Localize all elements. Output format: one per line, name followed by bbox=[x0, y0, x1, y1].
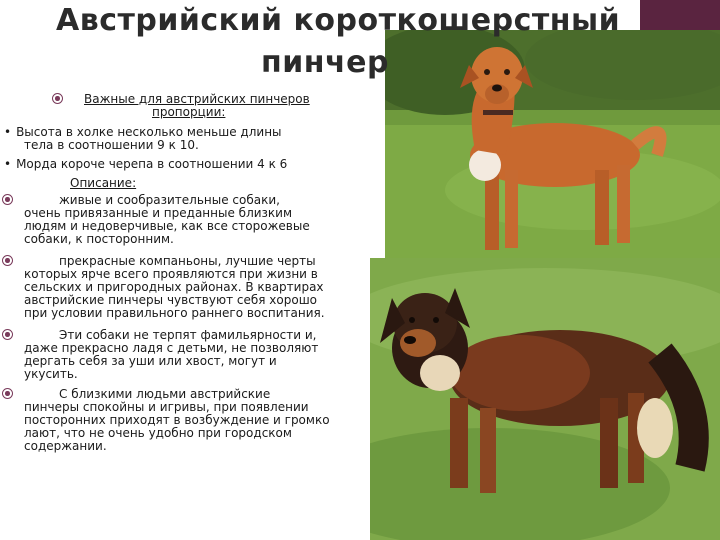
bullet-dot-icon: • bbox=[4, 125, 12, 139]
circle-dot-icon bbox=[2, 388, 13, 399]
description-item-4-line-2: пинчеры спокойны и игривы, при появлении bbox=[24, 400, 309, 414]
circle-dot-icon bbox=[2, 255, 13, 266]
circle-dot-icon bbox=[2, 329, 13, 340]
dog-photo-bottom-image bbox=[370, 258, 720, 540]
dog-photo-top bbox=[385, 30, 720, 260]
proportion-item-2 bbox=[4, 158, 287, 171]
proportion-item-1-line-2: тела в соотношении 9 к 10. bbox=[24, 138, 199, 152]
proportion-item-2-text: Морда короче черепа в соотношении 4 к 6 bbox=[16, 157, 288, 171]
description-item-3-line-1: Эти собаки не терпят фамильярности и, bbox=[59, 328, 317, 342]
dog-photo-bottom bbox=[370, 258, 720, 540]
proportion-item-1-line-1: Высота в холке несколько меньше длины bbox=[16, 125, 282, 139]
title-line-2: пинчер bbox=[261, 45, 389, 80]
description-item-2-line-5: при условии правильного раннего воспитания. bbox=[24, 306, 325, 320]
description-item-3-line-4: укусить. bbox=[24, 367, 78, 381]
heading-proportions-line-2: пропорции: bbox=[152, 105, 226, 119]
circle-dot-icon bbox=[52, 93, 63, 104]
description-item-4-line-5: содержании. bbox=[24, 439, 107, 453]
description-item-2-line-1: прекрасные компаньоны, лучшие черты bbox=[59, 254, 316, 268]
heading-description: Описание: bbox=[70, 176, 137, 190]
dog-photo-top-image bbox=[385, 30, 720, 260]
description-item-1-line-1: живые и сообразительные собаки, bbox=[59, 193, 280, 207]
corner-accent bbox=[640, 0, 720, 30]
description-item-3-line-3: дергать себя за уши или хвост, могут и bbox=[24, 354, 277, 368]
description-item-1-line-2: очень привязанные и преданные близким bbox=[24, 206, 293, 220]
heading-proportions-line-1: Важные для австрийских пинчеров bbox=[84, 92, 310, 106]
description-item-4-line-3: посторонних приходят в возбуждение и громко bbox=[24, 413, 330, 427]
description-item-4-line-4: лают, что не очень удобно при городском bbox=[24, 426, 292, 440]
description-item-2-line-4: австрийские пинчеры чувствуют себя хорошо bbox=[24, 293, 318, 307]
description-item-4-line-1: С близкими людьми австрийские bbox=[59, 387, 271, 401]
title-line-1: Австрийский короткошерстный bbox=[56, 3, 621, 38]
description-item-1-line-3: людям и недоверчивые, как все сторожевые bbox=[24, 219, 310, 233]
description-item-3-line-2: даже прекрасно ладя с детьми, не позволяют bbox=[24, 341, 319, 355]
bullet-dot-icon: • bbox=[4, 157, 12, 171]
description-item-2-line-3: сельских и пригородных районах. В квартирах bbox=[24, 280, 324, 294]
description-item-1-line-4: собаки, к посторонним. bbox=[24, 232, 174, 246]
circle-dot-icon bbox=[2, 194, 13, 205]
description-item-2-line-2: которых ярче всего проявляются при жизни в bbox=[24, 267, 318, 281]
